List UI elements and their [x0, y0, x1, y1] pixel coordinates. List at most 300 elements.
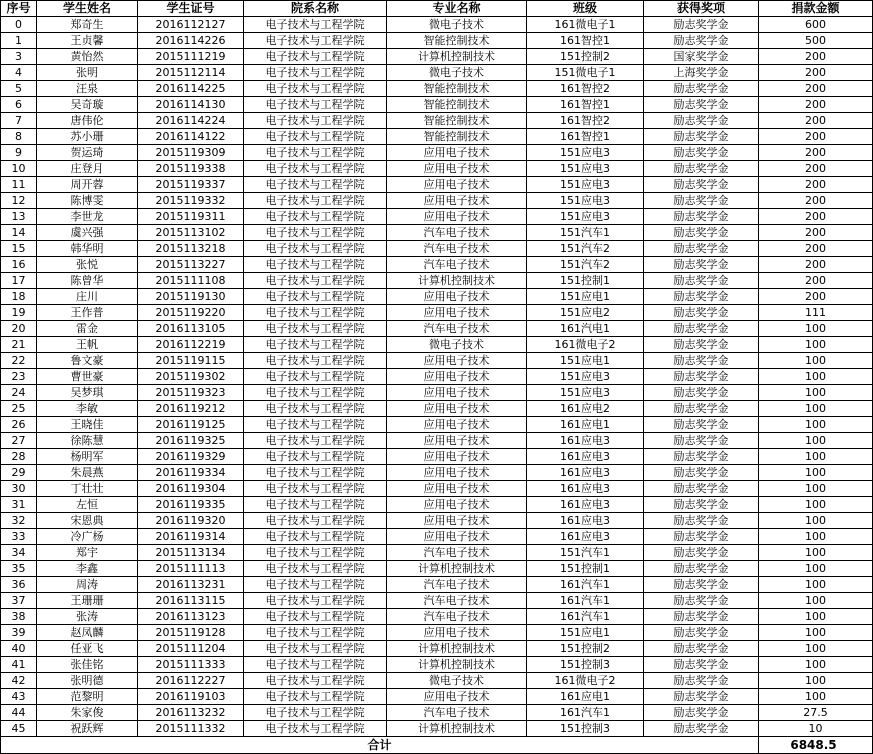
cell-class: 151应电3	[527, 193, 644, 209]
cell-department: 电子技术与工程学院	[244, 641, 387, 657]
header-award: 获得奖项	[644, 1, 759, 17]
cell-amount: 100	[759, 625, 873, 641]
cell-index: 37	[1, 593, 37, 609]
cell-index: 38	[1, 609, 37, 625]
cell-student-id: 2016112219	[138, 337, 244, 353]
table-row	[1, 337, 873, 353]
cell-index: 32	[1, 513, 37, 529]
table-row	[1, 33, 873, 49]
cell-award: 励志奖学金	[644, 721, 759, 737]
cell-student-name: 唐伟伦	[37, 113, 138, 129]
cell-major: 应用电子技术	[387, 353, 527, 369]
cell-award: 励志奖学金	[644, 337, 759, 353]
cell-amount: 500	[759, 33, 873, 49]
table-row	[1, 417, 873, 433]
cell-award: 励志奖学金	[644, 561, 759, 577]
cell-award: 励志奖学金	[644, 417, 759, 433]
cell-award: 励志奖学金	[644, 97, 759, 113]
table-footer	[1, 737, 873, 754]
cell-class: 151汽车1	[527, 545, 644, 561]
cell-award: 励志奖学金	[644, 625, 759, 641]
cell-major: 应用电子技术	[387, 497, 527, 513]
cell-student-name: 徐陈慧	[37, 433, 138, 449]
cell-student-id: 2015111332	[138, 721, 244, 737]
cell-amount: 100	[759, 465, 873, 481]
cell-award: 励志奖学金	[644, 465, 759, 481]
cell-index: 17	[1, 273, 37, 289]
cell-class: 161应电1	[527, 417, 644, 433]
cell-student-name: 庄川	[37, 289, 138, 305]
cell-student-id: 2016119329	[138, 449, 244, 465]
cell-major: 汽车电子技术	[387, 225, 527, 241]
cell-amount: 100	[759, 545, 873, 561]
cell-major: 智能控制技术	[387, 97, 527, 113]
table-row	[1, 673, 873, 689]
cell-department: 电子技术与工程学院	[244, 369, 387, 385]
cell-student-id: 2016113231	[138, 577, 244, 593]
cell-class: 151应电3	[527, 209, 644, 225]
cell-award: 励志奖学金	[644, 305, 759, 321]
cell-major: 计算机控制技术	[387, 657, 527, 673]
cell-student-name: 朱晨燕	[37, 465, 138, 481]
table-row	[1, 641, 873, 657]
cell-class: 161应电3	[527, 529, 644, 545]
cell-major: 汽车电子技术	[387, 257, 527, 273]
cell-major: 应用电子技术	[387, 513, 527, 529]
cell-award: 励志奖学金	[644, 353, 759, 369]
cell-department: 电子技术与工程学院	[244, 561, 387, 577]
table-row	[1, 529, 873, 545]
cell-student-id: 2016119314	[138, 529, 244, 545]
cell-award: 国家奖学金	[644, 49, 759, 65]
cell-amount: 200	[759, 193, 873, 209]
cell-amount: 200	[759, 129, 873, 145]
cell-index: 12	[1, 193, 37, 209]
cell-award: 励志奖学金	[644, 209, 759, 225]
cell-department: 电子技术与工程学院	[244, 497, 387, 513]
cell-index: 14	[1, 225, 37, 241]
cell-amount: 100	[759, 417, 873, 433]
cell-award: 励志奖学金	[644, 641, 759, 657]
cell-class: 161应电3	[527, 481, 644, 497]
cell-department: 电子技术与工程学院	[244, 193, 387, 209]
cell-major: 应用电子技术	[387, 145, 527, 161]
cell-student-id: 2015119337	[138, 177, 244, 193]
cell-student-name: 冷广杨	[37, 529, 138, 545]
cell-department: 电子技术与工程学院	[244, 81, 387, 97]
cell-index: 33	[1, 529, 37, 545]
cell-class: 151应电3	[527, 161, 644, 177]
cell-index: 20	[1, 321, 37, 337]
cell-amount: 100	[759, 609, 873, 625]
cell-award: 励志奖学金	[644, 609, 759, 625]
cell-major: 应用电子技术	[387, 529, 527, 545]
cell-student-id: 2015113227	[138, 257, 244, 273]
cell-student-name: 虞兴强	[37, 225, 138, 241]
cell-index: 4	[1, 65, 37, 81]
cell-amount: 100	[759, 641, 873, 657]
cell-award: 励志奖学金	[644, 17, 759, 33]
cell-index: 19	[1, 305, 37, 321]
cell-department: 电子技术与工程学院	[244, 481, 387, 497]
cell-award: 励志奖学金	[644, 289, 759, 305]
cell-class: 161应电3	[527, 449, 644, 465]
cell-major: 计算机控制技术	[387, 641, 527, 657]
cell-department: 电子技术与工程学院	[244, 337, 387, 353]
cell-student-name: 鲁文豪	[37, 353, 138, 369]
total-row	[1, 737, 873, 754]
cell-major: 汽车电子技术	[387, 545, 527, 561]
cell-class: 151应电3	[527, 385, 644, 401]
header-student-id: 学生证号	[138, 1, 244, 17]
cell-student-id: 2016119125	[138, 417, 244, 433]
cell-student-id: 2016113123	[138, 609, 244, 625]
cell-student-id: 2015113134	[138, 545, 244, 561]
table-row	[1, 321, 873, 337]
cell-class: 161智控1	[527, 97, 644, 113]
cell-student-name: 赵凤麟	[37, 625, 138, 641]
cell-amount: 200	[759, 65, 873, 81]
header-major: 专业名称	[387, 1, 527, 17]
cell-index: 10	[1, 161, 37, 177]
cell-amount: 200	[759, 161, 873, 177]
cell-student-name: 祝跃辉	[37, 721, 138, 737]
table-row	[1, 545, 873, 561]
cell-student-name: 任亚飞	[37, 641, 138, 657]
cell-student-name: 周开蓉	[37, 177, 138, 193]
cell-index: 27	[1, 433, 37, 449]
table-row	[1, 193, 873, 209]
cell-department: 电子技术与工程学院	[244, 385, 387, 401]
table-row	[1, 241, 873, 257]
cell-major: 应用电子技术	[387, 305, 527, 321]
cell-department: 电子技术与工程学院	[244, 33, 387, 49]
cell-major: 应用电子技术	[387, 433, 527, 449]
cell-index: 6	[1, 97, 37, 113]
cell-award: 励志奖学金	[644, 129, 759, 145]
cell-index: 13	[1, 209, 37, 225]
cell-student-name: 李敏	[37, 401, 138, 417]
cell-student-name: 陈曾华	[37, 273, 138, 289]
cell-class: 161智控1	[527, 33, 644, 49]
cell-department: 电子技术与工程学院	[244, 417, 387, 433]
cell-amount: 100	[759, 673, 873, 689]
cell-student-name: 王作普	[37, 305, 138, 321]
table-row	[1, 177, 873, 193]
cell-student-id: 2015112114	[138, 65, 244, 81]
cell-class: 161应电3	[527, 497, 644, 513]
cell-student-id: 2015111204	[138, 641, 244, 657]
cell-class: 161应电3	[527, 433, 644, 449]
table-row	[1, 385, 873, 401]
table-row	[1, 593, 873, 609]
cell-amount: 100	[759, 369, 873, 385]
cell-award: 励志奖学金	[644, 177, 759, 193]
cell-award: 励志奖学金	[644, 225, 759, 241]
cell-student-id: 2015119220	[138, 305, 244, 321]
table-row	[1, 49, 873, 65]
cell-index: 35	[1, 561, 37, 577]
cell-major: 应用电子技术	[387, 625, 527, 641]
cell-student-name: 郑宇	[37, 545, 138, 561]
cell-student-id: 2015111333	[138, 657, 244, 673]
cell-student-name: 汪泉	[37, 81, 138, 97]
cell-department: 电子技术与工程学院	[244, 433, 387, 449]
cell-department: 电子技术与工程学院	[244, 545, 387, 561]
cell-student-name: 周涛	[37, 577, 138, 593]
table-header	[1, 1, 873, 17]
cell-amount: 200	[759, 241, 873, 257]
cell-department: 电子技术与工程学院	[244, 161, 387, 177]
cell-department: 电子技术与工程学院	[244, 241, 387, 257]
cell-student-id: 2016114122	[138, 129, 244, 145]
cell-major: 智能控制技术	[387, 129, 527, 145]
cell-amount: 200	[759, 145, 873, 161]
cell-class: 151控制3	[527, 657, 644, 673]
cell-class: 151应电1	[527, 289, 644, 305]
cell-major: 汽车电子技术	[387, 577, 527, 593]
table-row	[1, 161, 873, 177]
cell-major: 应用电子技术	[387, 209, 527, 225]
cell-amount: 100	[759, 577, 873, 593]
cell-amount: 200	[759, 81, 873, 97]
cell-major: 应用电子技术	[387, 465, 527, 481]
cell-student-id: 2016119335	[138, 497, 244, 513]
cell-student-name: 张佳铭	[37, 657, 138, 673]
table-row	[1, 81, 873, 97]
table-row	[1, 401, 873, 417]
cell-department: 电子技术与工程学院	[244, 353, 387, 369]
cell-major: 微电子技术	[387, 673, 527, 689]
cell-major: 应用电子技术	[387, 401, 527, 417]
cell-index: 26	[1, 417, 37, 433]
cell-index: 31	[1, 497, 37, 513]
cell-index: 25	[1, 401, 37, 417]
cell-department: 电子技术与工程学院	[244, 305, 387, 321]
cell-student-name: 庄登月	[37, 161, 138, 177]
cell-student-id: 2015119130	[138, 289, 244, 305]
cell-department: 电子技术与工程学院	[244, 401, 387, 417]
cell-amount: 200	[759, 289, 873, 305]
cell-index: 8	[1, 129, 37, 145]
cell-class: 161汽车1	[527, 609, 644, 625]
cell-index: 3	[1, 49, 37, 65]
cell-student-name: 曹世豪	[37, 369, 138, 385]
cell-class: 151控制1	[527, 273, 644, 289]
cell-major: 应用电子技术	[387, 193, 527, 209]
cell-award: 励志奖学金	[644, 145, 759, 161]
cell-award: 励志奖学金	[644, 161, 759, 177]
cell-student-name: 张悦	[37, 257, 138, 273]
cell-student-name: 李世龙	[37, 209, 138, 225]
cell-class: 161微电子1	[527, 17, 644, 33]
cell-index: 40	[1, 641, 37, 657]
cell-department: 电子技术与工程学院	[244, 113, 387, 129]
cell-class: 151控制2	[527, 641, 644, 657]
table-row	[1, 497, 873, 513]
cell-department: 电子技术与工程学院	[244, 529, 387, 545]
cell-student-id: 2016119212	[138, 401, 244, 417]
cell-department: 电子技术与工程学院	[244, 609, 387, 625]
cell-award: 励志奖学金	[644, 81, 759, 97]
cell-award: 励志奖学金	[644, 545, 759, 561]
cell-student-id: 2015119338	[138, 161, 244, 177]
cell-amount: 27.5	[759, 705, 873, 721]
cell-department: 电子技术与工程学院	[244, 129, 387, 145]
table-row	[1, 65, 873, 81]
table-row	[1, 289, 873, 305]
cell-amount: 100	[759, 353, 873, 369]
cell-index: 23	[1, 369, 37, 385]
cell-amount: 100	[759, 321, 873, 337]
cell-major: 应用电子技术	[387, 177, 527, 193]
cell-student-id: 2016113115	[138, 593, 244, 609]
cell-student-name: 丁壮壮	[37, 481, 138, 497]
cell-department: 电子技术与工程学院	[244, 689, 387, 705]
cell-student-id: 2016112227	[138, 673, 244, 689]
cell-student-name: 王帆	[37, 337, 138, 353]
cell-student-id: 2016119325	[138, 433, 244, 449]
cell-award: 励志奖学金	[644, 497, 759, 513]
cell-class: 161汽车1	[527, 577, 644, 593]
cell-student-id: 2015119332	[138, 193, 244, 209]
cell-department: 电子技术与工程学院	[244, 625, 387, 641]
table-row	[1, 625, 873, 641]
cell-student-id: 2015113102	[138, 225, 244, 241]
cell-major: 计算机控制技术	[387, 273, 527, 289]
header-amount: 捐款金额	[759, 1, 873, 17]
cell-student-id: 2016114224	[138, 113, 244, 129]
cell-major: 微电子技术	[387, 17, 527, 33]
cell-index: 36	[1, 577, 37, 593]
cell-index: 43	[1, 689, 37, 705]
cell-student-name: 苏小珊	[37, 129, 138, 145]
cell-major: 微电子技术	[387, 65, 527, 81]
header-row	[1, 1, 873, 17]
table-row	[1, 257, 873, 273]
cell-student-id: 2016113105	[138, 321, 244, 337]
table-row	[1, 145, 873, 161]
cell-student-id: 2015119115	[138, 353, 244, 369]
cell-department: 电子技术与工程学院	[244, 577, 387, 593]
cell-student-name: 王珊珊	[37, 593, 138, 609]
cell-student-id: 2016113232	[138, 705, 244, 721]
cell-department: 电子技术与工程学院	[244, 177, 387, 193]
cell-student-name: 陈博雯	[37, 193, 138, 209]
cell-award: 励志奖学金	[644, 481, 759, 497]
table-row	[1, 481, 873, 497]
cell-amount: 100	[759, 337, 873, 353]
cell-award: 励志奖学金	[644, 257, 759, 273]
cell-class: 161应电3	[527, 513, 644, 529]
cell-student-name: 张涛	[37, 609, 138, 625]
cell-amount: 100	[759, 497, 873, 513]
cell-student-name: 雷金	[37, 321, 138, 337]
cell-award: 励志奖学金	[644, 33, 759, 49]
table-row	[1, 657, 873, 673]
cell-class: 161汽电1	[527, 321, 644, 337]
cell-class: 151微电子1	[527, 65, 644, 81]
cell-index: 42	[1, 673, 37, 689]
cell-major: 计算机控制技术	[387, 49, 527, 65]
cell-amount: 100	[759, 529, 873, 545]
cell-student-name: 张明德	[37, 673, 138, 689]
cell-class: 161应电1	[527, 689, 644, 705]
cell-index: 7	[1, 113, 37, 129]
cell-major: 应用电子技术	[387, 449, 527, 465]
cell-index: 21	[1, 337, 37, 353]
cell-department: 电子技术与工程学院	[244, 273, 387, 289]
table-row	[1, 113, 873, 129]
header-class: 班级	[527, 1, 644, 17]
cell-major: 汽车电子技术	[387, 241, 527, 257]
cell-department: 电子技术与工程学院	[244, 465, 387, 481]
cell-student-id: 2015119323	[138, 385, 244, 401]
cell-class: 161汽车1	[527, 593, 644, 609]
cell-index: 22	[1, 353, 37, 369]
cell-student-id: 2015119128	[138, 625, 244, 641]
cell-student-name: 左恒	[37, 497, 138, 513]
cell-class: 151控制3	[527, 721, 644, 737]
cell-department: 电子技术与工程学院	[244, 721, 387, 737]
cell-student-id: 2015111108	[138, 273, 244, 289]
cell-major: 应用电子技术	[387, 481, 527, 497]
cell-amount: 200	[759, 257, 873, 273]
cell-department: 电子技术与工程学院	[244, 449, 387, 465]
table-row	[1, 433, 873, 449]
cell-award: 励志奖学金	[644, 401, 759, 417]
cell-department: 电子技术与工程学院	[244, 257, 387, 273]
cell-index: 30	[1, 481, 37, 497]
cell-index: 44	[1, 705, 37, 721]
cell-index: 11	[1, 177, 37, 193]
cell-index: 39	[1, 625, 37, 641]
cell-amount: 200	[759, 97, 873, 113]
table-row	[1, 305, 873, 321]
cell-amount: 100	[759, 689, 873, 705]
table-row	[1, 721, 873, 737]
header-department: 院系名称	[244, 1, 387, 17]
cell-class: 151控制2	[527, 49, 644, 65]
cell-class: 161应电3	[527, 465, 644, 481]
table-body	[1, 17, 873, 737]
cell-award: 励志奖学金	[644, 657, 759, 673]
cell-index: 45	[1, 721, 37, 737]
total-label: 合计	[1, 737, 759, 754]
cell-student-id: 2015111219	[138, 49, 244, 65]
table-row	[1, 465, 873, 481]
cell-award: 励志奖学金	[644, 193, 759, 209]
cell-index: 24	[1, 385, 37, 401]
cell-amount: 200	[759, 273, 873, 289]
cell-index: 16	[1, 257, 37, 273]
cell-student-id: 2015111113	[138, 561, 244, 577]
cell-award: 励志奖学金	[644, 673, 759, 689]
cell-class: 161智控1	[527, 129, 644, 145]
cell-department: 电子技术与工程学院	[244, 289, 387, 305]
cell-amount: 200	[759, 209, 873, 225]
cell-award: 励志奖学金	[644, 273, 759, 289]
cell-student-name: 吴梦琪	[37, 385, 138, 401]
cell-award: 励志奖学金	[644, 705, 759, 721]
table-row	[1, 689, 873, 705]
cell-award: 上海奖学金	[644, 65, 759, 81]
table-row	[1, 353, 873, 369]
table-row	[1, 225, 873, 241]
cell-student-name: 王贞馨	[37, 33, 138, 49]
cell-class: 151汽车2	[527, 241, 644, 257]
cell-student-name: 贺运琦	[37, 145, 138, 161]
